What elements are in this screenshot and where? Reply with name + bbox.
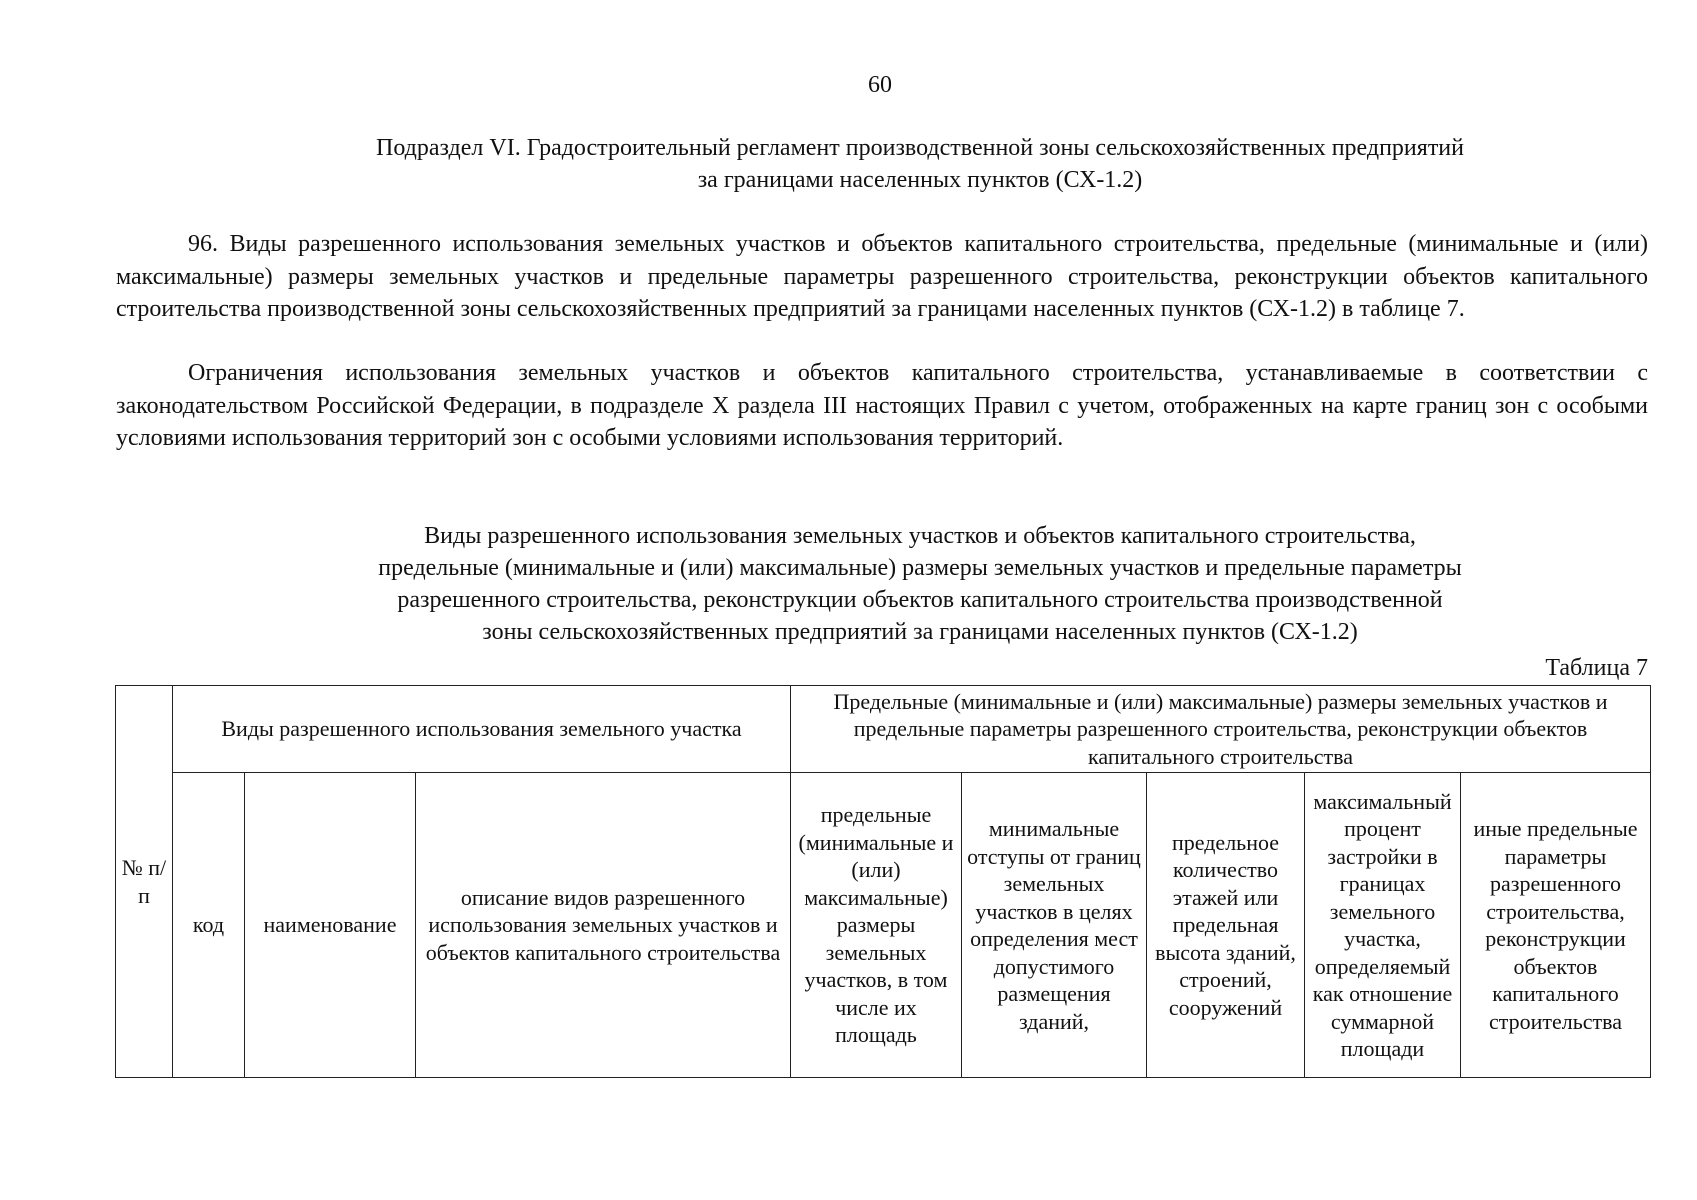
header-description: описание видов разрешенного использования земельных участков и объектов капитального строительства: [416, 773, 791, 1078]
table-title-line-2: предельные (минимальные и (или) максимальные) размеры земельных участков и предельные параметры: [378, 555, 1462, 581]
header-setbacks: минимальные отступы от границ земельных участков в целях определения мест допустимого размещения зданий,: [962, 773, 1147, 1078]
header-name: наименование: [245, 773, 416, 1078]
header-coverage: максимальный процент застройки в границах земельного участка, определяемый как отношение суммарной площади: [1305, 773, 1461, 1078]
header-other: иные предельные параметры разрешенного строительства, реконструкции объектов капитального строительства: [1461, 773, 1651, 1078]
header-size: предельные (минимальные и (или) максимальные) размеры земельных участков, в том числе их площадь: [791, 773, 962, 1078]
header-limits-group: Предельные (минимальные и (или) максимальные) размеры земельных участков и предельные параметры разрешенного строительства, реконструкции объектов капитального строительства: [791, 686, 1651, 773]
paragraph-restrictions: Ограничения использования земельных участков и объектов капитального строительства, устанавливаемые в соответствии с законодательством Российской Федерации, в подразделе X раздела III настоящих Правил с учетом, отображенных на карте границ зон с особыми условиями использования территорий зон с особыми условиями использования территорий.: [116, 360, 1648, 451]
regulations-table: [115, 685, 1651, 1078]
table-title-line-3: разрешенного строительства, реконструкции объектов капитального строительства производственной: [397, 587, 1443, 613]
paragraph-96: 96. Виды разрешенного использования земельных участков и объектов капитального строительства, предельные (минимальные и (или) максимальные) размеры земельных участков и предельные параметры разрешенного строительства, реконструкции объектов капитального строительства производственной зоны сельскохозяйственных предприятий за границами населенных пунктов (СХ-1.2) в таблице 7.: [116, 231, 1648, 322]
table-header-row-2: [116, 773, 1651, 1078]
table-header-row-1: [116, 686, 1651, 773]
header-code: код: [173, 773, 245, 1078]
table-label: Таблица 7: [1545, 655, 1648, 681]
section-title-line-2: за границами населенных пунктов (СХ-1.2): [697, 167, 1143, 193]
header-usage-group: Виды разрешенного использования земельного участка: [173, 686, 791, 773]
header-floors: предельное количество этажей или предельная высота зданий, строений, сооружений: [1147, 773, 1305, 1078]
table-title-line-4: зоны сельскохозяйственных предприятий за границами населенных пунктов (СХ-1.2): [482, 619, 1358, 645]
section-title-line-1: Подраздел VI. Градостроительный регламент производственной зоны сельскохозяйственных предприятий: [375, 135, 1464, 161]
table-title-line-1: Виды разрешенного использования земельных участков и объектов капитального строительства,: [424, 523, 1416, 549]
table-title: [200, 520, 1640, 648]
page-number: 60: [868, 72, 892, 98]
header-number: № п/п: [116, 686, 173, 1078]
section-title: [200, 132, 1640, 196]
